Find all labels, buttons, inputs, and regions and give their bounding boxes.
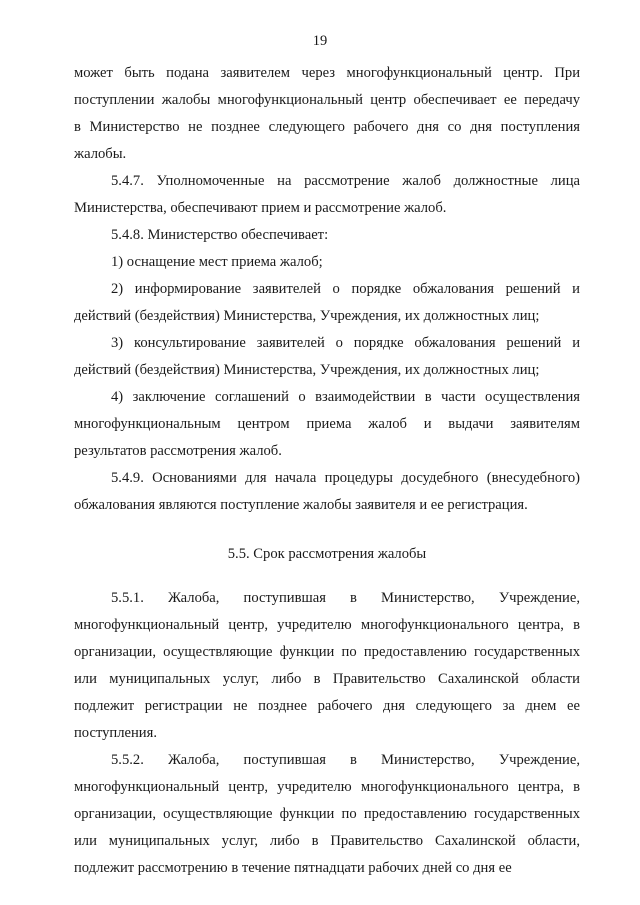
section-5-4-continuation	[74, 60, 580, 519]
paragraph	[74, 330, 580, 384]
text-line: или муниципальных услуг, либо в Правительство Сахалинской области	[74, 671, 580, 687]
paragraph	[74, 168, 580, 222]
text-line: обжалования являются поступление жалобы заявителя и ее регистрация.	[74, 497, 528, 513]
text-line: 4) заключение соглашений о взаимодействии в части осуществления	[111, 389, 580, 405]
section-heading: 5.5. Срок рассмотрения жалобы	[227, 546, 427, 562]
text-line: организации, осуществляющие функции по предоставлению государственных	[74, 806, 580, 822]
text-line: подлежит рассмотрению в течение пятнадцати рабочих дней со дня ее	[74, 860, 512, 876]
paragraph	[74, 384, 580, 465]
paragraph	[74, 747, 580, 882]
text-line: 1) оснащение мест приема жалоб;	[111, 254, 323, 270]
text-line: 3) консультирование заявителей о порядке обжалования решений и	[111, 335, 580, 351]
text-line: 5.4.9. Основаниями для начала процедуры досудебного (внесудебного)	[111, 470, 580, 486]
text-line: организации, осуществляющие функции по предоставлению государственных	[74, 644, 580, 660]
text-line: действий (бездействия) Министерства, Учреждения, их должностных лиц;	[74, 362, 540, 378]
text-line: может быть подана заявителем через многофункциональный центр. При	[74, 65, 580, 81]
text-line: Министерства, обеспечивают прием и рассмотрение жалоб.	[74, 200, 447, 216]
text-line: 5.5.2. Жалоба, поступившая в Министерство, Учреждение,	[111, 752, 580, 768]
paragraph	[74, 465, 580, 519]
text-line: действий (бездействия) Министерства, Учреждения, их должностных лиц;	[74, 308, 540, 324]
text-line: 5.4.7. Уполномоченные на рассмотрение жалоб должностные лица	[111, 173, 580, 189]
text-line: многофункциональный центр, учредителю многофункционального центра, в	[74, 617, 580, 633]
paragraph	[74, 60, 580, 168]
paragraph	[74, 585, 580, 747]
page-number: 19	[312, 33, 328, 49]
text-line: поступлении жалобы многофункциональный центр обеспечивает ее передачу	[74, 92, 580, 108]
text-line: в Министерство не позднее следующего рабочего дня со дня поступления	[74, 119, 580, 135]
text-line: жалобы.	[74, 146, 127, 162]
section-5-5	[74, 585, 580, 882]
paragraph	[74, 222, 580, 249]
paragraph	[74, 249, 580, 276]
text-line: подлежит регистрации не позднее рабочего дня следующего за днем ее	[74, 698, 580, 714]
text-line: поступления.	[74, 725, 157, 741]
text-line: 2) информирование заявителей о порядке обжалования решений и	[111, 281, 580, 297]
text-line: многофункциональный центр, учредителю многофункционального центра, в	[74, 779, 580, 795]
text-line: многофункциональным центром приема жалоб и выдачи заявителям	[74, 416, 580, 432]
document-body	[74, 60, 580, 882]
text-line: 5.5.1. Жалоба, поступившая в Министерство, Учреждение,	[111, 590, 580, 606]
paragraph	[74, 276, 580, 330]
text-line: или муниципальных услуг, либо в Правительство Сахалинской области,	[74, 833, 580, 849]
text-line: 5.4.8. Министерство обеспечивает:	[111, 227, 329, 243]
text-line: результатов рассмотрения жалоб.	[74, 443, 282, 459]
